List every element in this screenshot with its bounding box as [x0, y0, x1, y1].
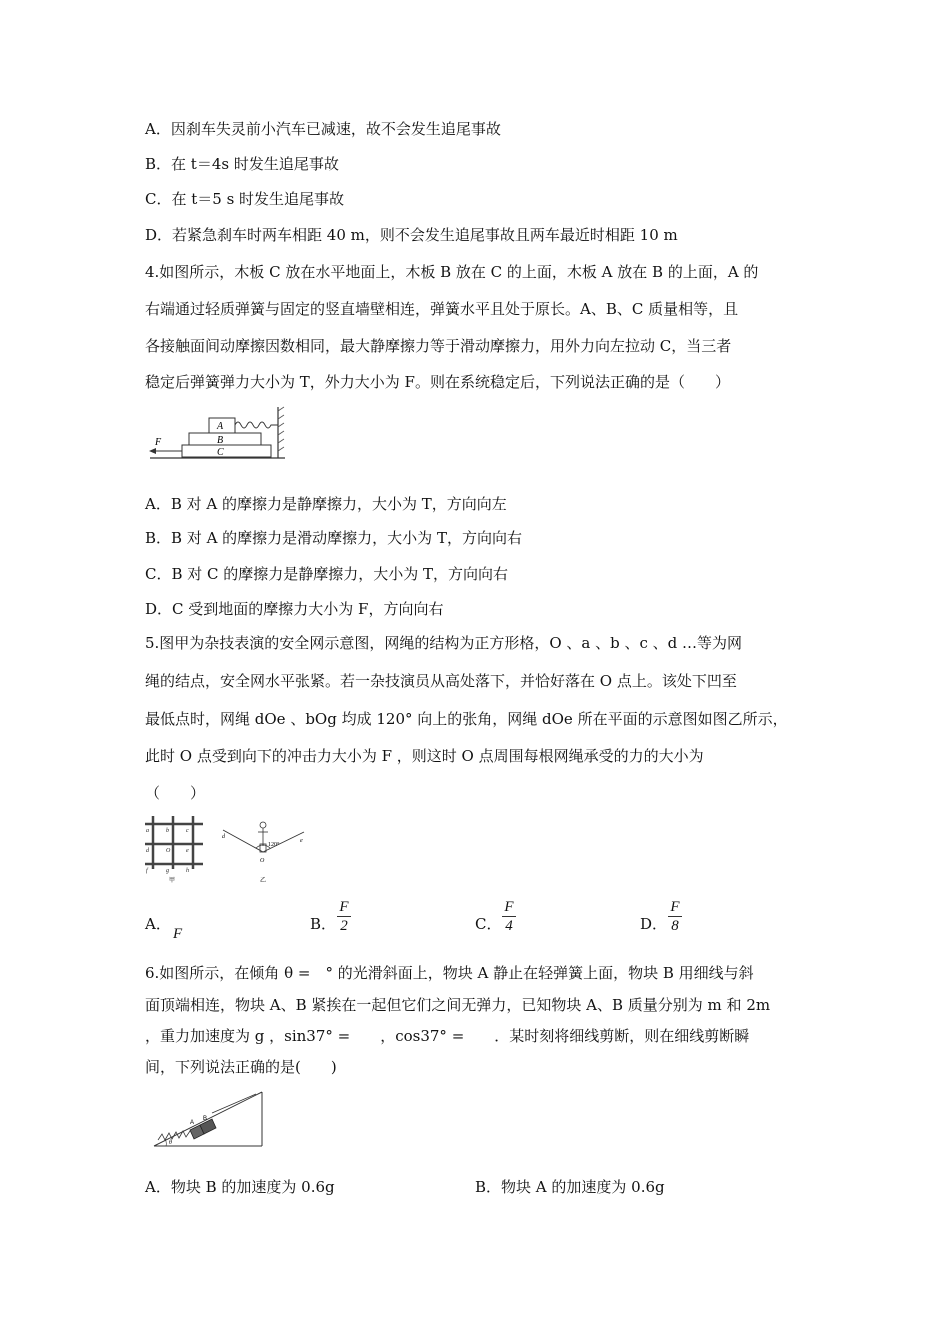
q5-option-c-num: F — [504, 899, 514, 915]
q3-option-b: B．在 t＝4s 时发生追尾事故 — [145, 155, 339, 173]
node-f: f — [146, 868, 148, 874]
q5-text-line-5: （ ） — [145, 784, 206, 802]
q4-option-d: D．C 受到地面的摩擦力大小为 F，方向向右 — [145, 600, 444, 618]
q5-option-b-fraction — [337, 898, 351, 935]
q4-text-line-1: 4.如图所示，木板 C 放在水平地面上，木板 B 放在 C 的上面，木板 A 放在 B 的上面，A 的 — [145, 263, 759, 281]
label-theta: θ — [169, 1140, 172, 1146]
q5-option-b-num: F — [339, 899, 349, 915]
node-h: h — [186, 868, 189, 874]
q6-option-a: A．物块 B 的加速度为 0.6g — [145, 1178, 335, 1196]
node-o: O — [166, 848, 171, 854]
q5-text-line-3: 最低点时，网绳 dOe 、bOg 均成 120° 向上的张角，网绳 dOe 所在平面的示意图如图乙所示， — [145, 710, 788, 728]
node-b: b — [166, 828, 169, 834]
q4-option-c: C．B 对 C 的摩擦力是静摩擦力，大小为 T，方向向右 — [145, 565, 509, 583]
board-b — [189, 433, 261, 445]
q5-option-d-fraction — [668, 898, 682, 935]
label-block-b: B — [203, 1116, 208, 1122]
q5-option-a-value: F — [173, 926, 183, 942]
q5-option-c-den: 4 — [505, 918, 513, 934]
q5-rope-figure — [218, 820, 308, 886]
q5-text-line-2: 绳的结点，安全网水平张紧。若一杂技演员从高处落下，并恰好落在 O 点上。该处下凹至 — [145, 672, 737, 690]
fig-jia-label: 甲 — [169, 877, 176, 884]
label-b: B — [217, 435, 224, 446]
spring-zigzag — [158, 1131, 190, 1140]
q3-option-a: A．因刹车失灵前小汽车已减速，故不会发生追尾事故 — [145, 120, 501, 138]
label-a: A — [217, 421, 224, 432]
q5-net-grid-figure — [143, 814, 213, 884]
node-d: d — [146, 848, 149, 854]
q6-option-b: B．物块 A 的加速度为 0.6g — [475, 1178, 665, 1196]
fig-node-e: e — [300, 838, 303, 844]
label-c: C — [217, 447, 224, 458]
arrow-left-icon — [149, 448, 156, 454]
q6-text-line-1: 6.如图所示，在倾角 θ = ° 的光滑斜面上，物块 A 静止在轻弹簧上面，物块 B 用细线与斜 — [145, 964, 754, 982]
spring — [235, 422, 278, 428]
node-g: g — [166, 868, 169, 874]
fig-node-o: O — [260, 858, 265, 864]
q6-incline-figure — [152, 1090, 270, 1150]
q4-text-line-4: 稳定后弹簧弹力大小为 T，外力大小为 F。则在系统稳定后，下列说法正确的是（ ） — [145, 373, 730, 391]
node-a: a — [146, 828, 149, 834]
q6-text-line-3: ，重力加速度为 g ，sin37° = ，cos37° = ．某时刻将细线剪断，则在细线剪断瞬 — [145, 1027, 750, 1045]
q6-text-line-2: 面顶端相连，物块 A、B 紧挨在一起但它们之间无弹力，已知物块 A、B 质量分别为 m 和 2m — [145, 996, 771, 1014]
q3-option-c: C．在 t＝5 s 时发生追尾事故 — [145, 190, 345, 208]
q4-stacked-boards-figure — [145, 405, 290, 465]
q5-option-c-label: C． — [475, 915, 502, 933]
q5-text-line-1: 5.图甲为杂技表演的安全网示意图，网绳的结构为正方形格，O 、a 、b 、c 、d …等为网 — [145, 634, 743, 652]
board-c — [182, 445, 271, 457]
q5-option-d-num: F — [670, 899, 680, 915]
q4-text-line-2: 右端通过轻质弹簧与固定的竖直墙壁相连，弹簧水平且处于原长。A、B、C 质量相等，且 — [145, 300, 739, 318]
q4-option-b: B．B 对 A 的摩擦力是滑动摩擦力，大小为 T，方向向右 — [145, 529, 522, 547]
q6-text-line-4: 间，下列说法正确的是( ) — [145, 1058, 337, 1076]
fig-yi-label: 乙 — [260, 877, 267, 884]
q4-text-line-3: 各接触面间动摩擦因数相同，最大静摩擦力等于滑动摩擦力，用外力向左拉动 C，当三者 — [145, 337, 732, 355]
q5-option-b-den: 2 — [340, 918, 348, 934]
q5-option-d-label: D． — [640, 915, 668, 933]
q5-option-a — [145, 914, 171, 934]
node-c: c — [186, 828, 189, 834]
q5-option-d-den: 8 — [671, 918, 679, 934]
q5-text-line-4: 此时 O 点受到向下的冲击力大小为 F ，则这时 O 点周围每根网绳承受的力的大小为 — [145, 747, 704, 765]
performer-icon — [260, 822, 266, 828]
q5-option-a-label: A． — [145, 915, 171, 933]
q5-option-c-fraction — [502, 898, 516, 935]
q4-option-a: A．B 对 A 的摩擦力是静摩擦力，大小为 T，方向向左 — [145, 495, 507, 513]
fig-angle-label: 120° — [268, 842, 280, 848]
fig-node-d: d — [222, 834, 225, 840]
q3-option-d: D．若紧急刹车时两车相距 40 m，则不会发生追尾事故且两车最近时相距 10 m — [145, 226, 678, 244]
node-e: e — [186, 848, 189, 854]
label-block-a: A — [190, 1120, 195, 1126]
label-f: F — [155, 437, 162, 448]
q5-option-b-label: B． — [310, 915, 337, 933]
